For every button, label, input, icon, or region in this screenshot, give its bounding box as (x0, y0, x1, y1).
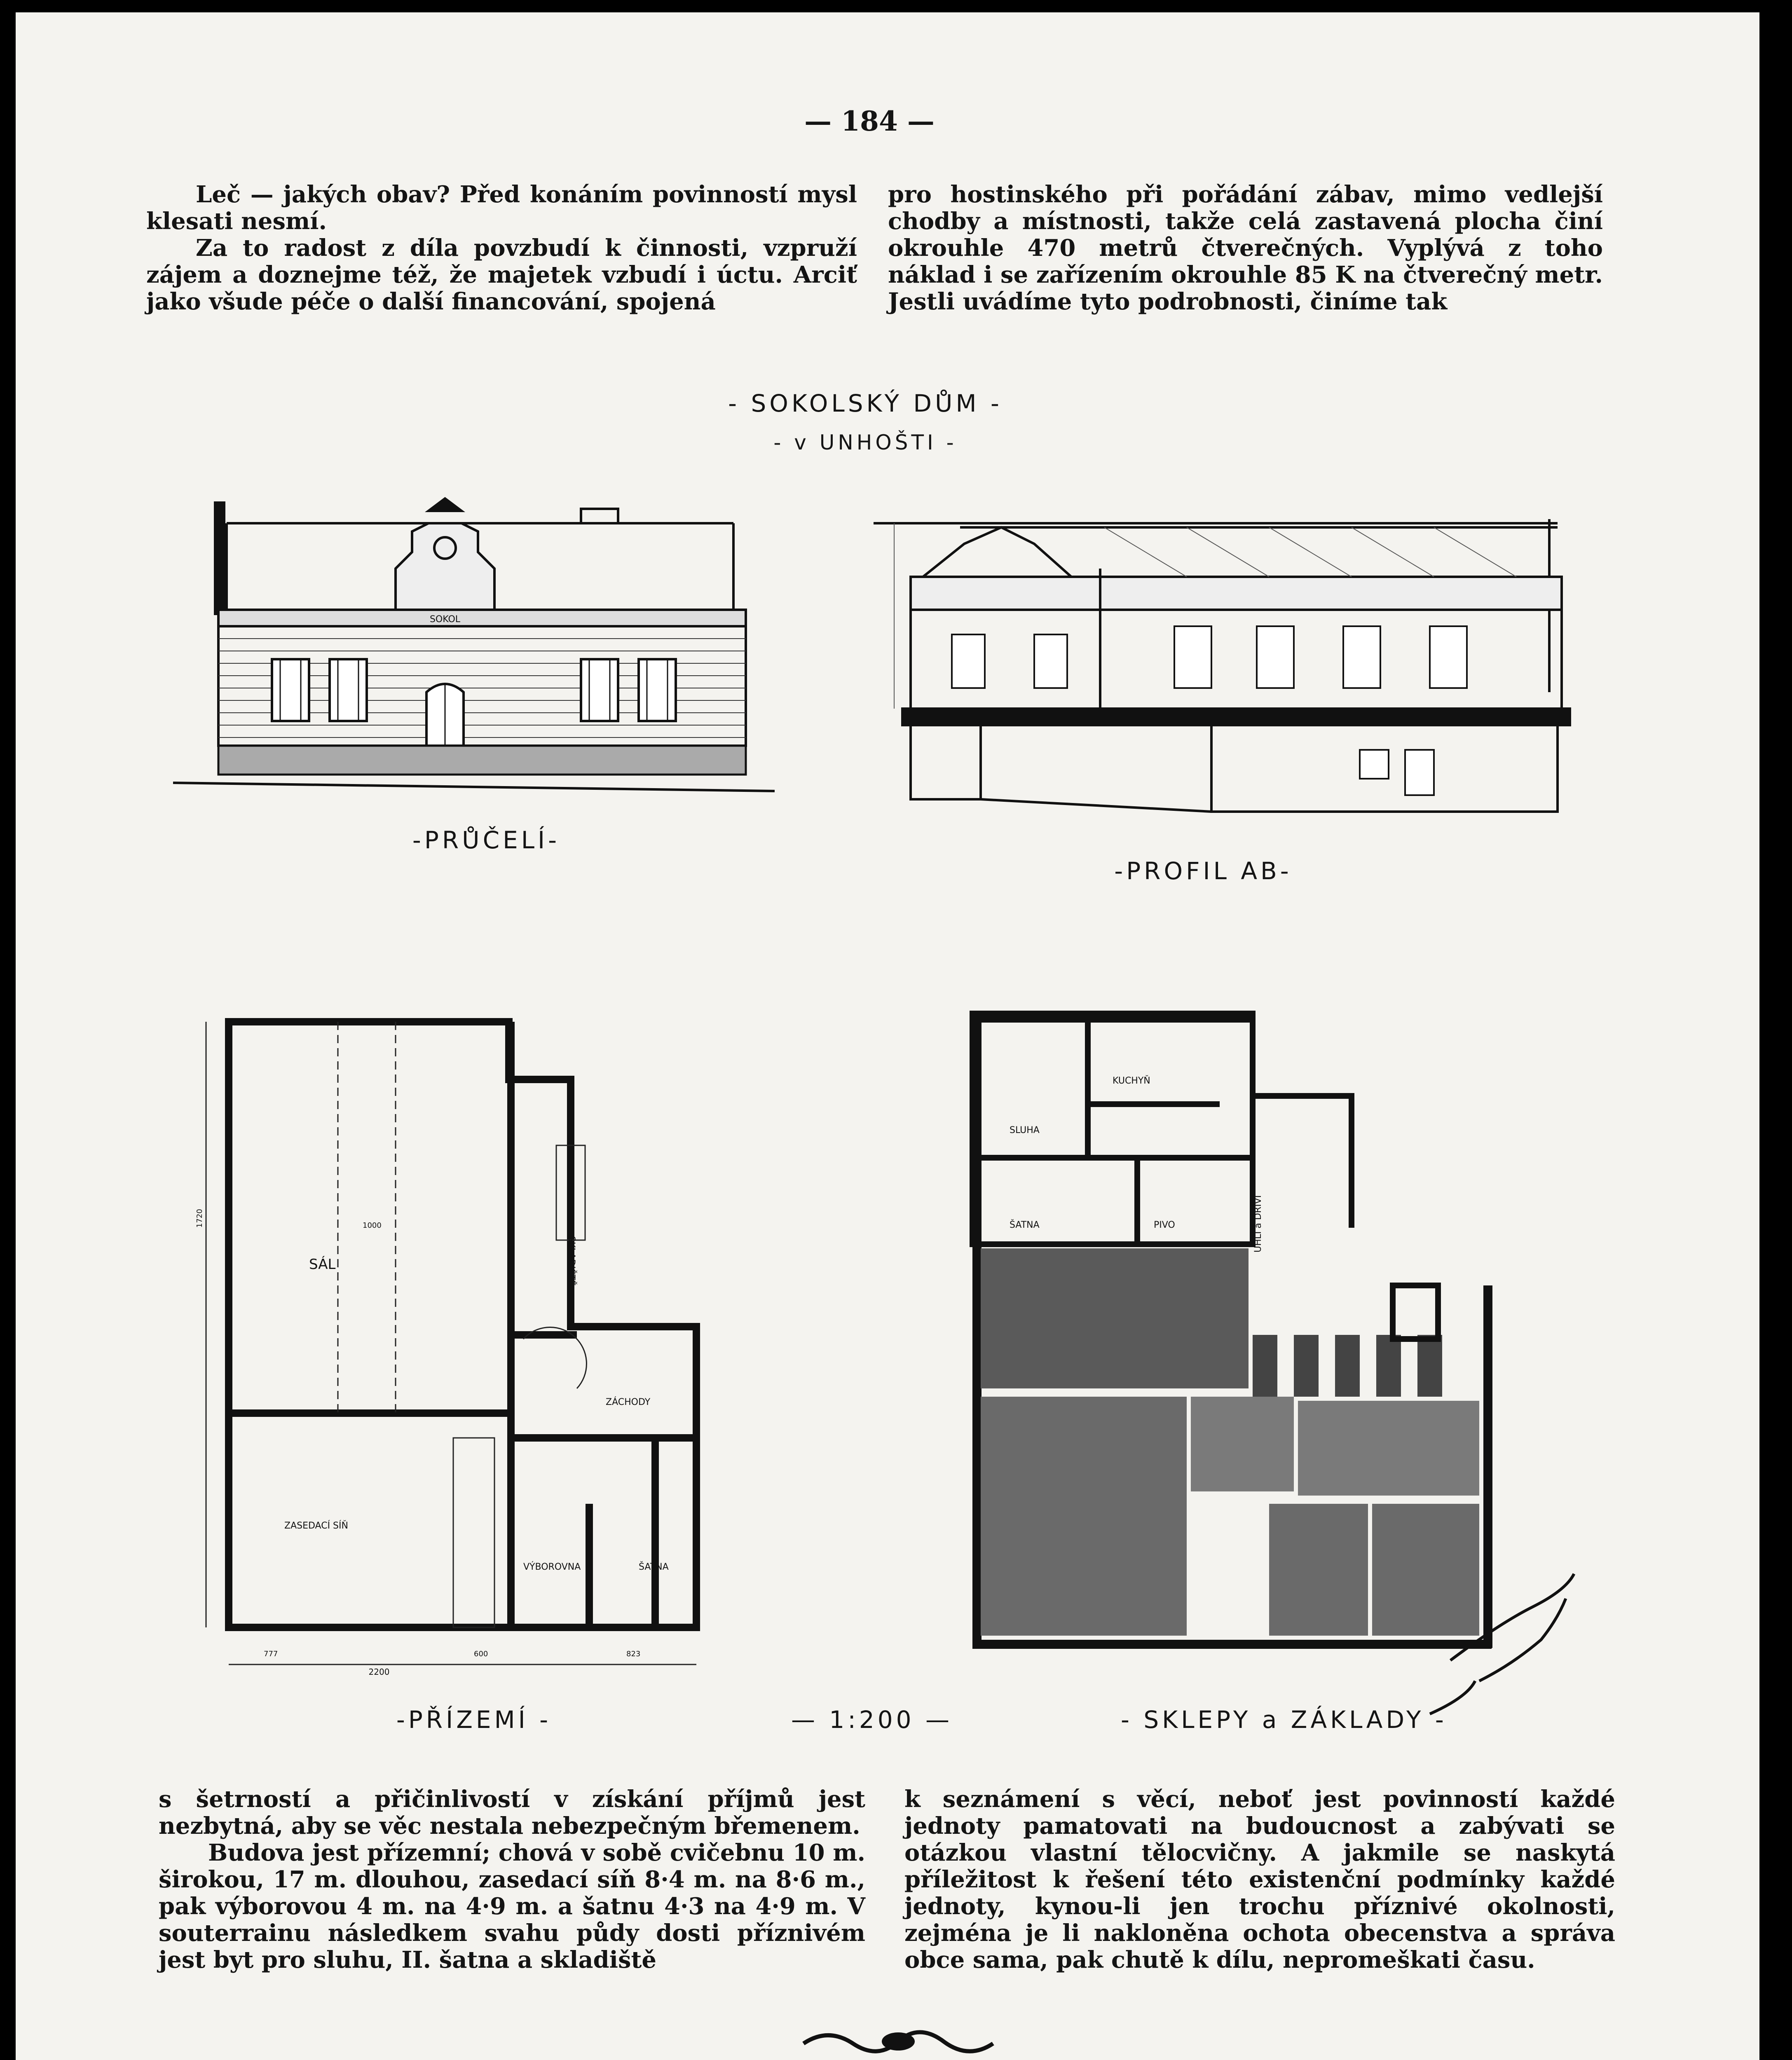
ground-floor-plan (165, 956, 865, 1697)
drawing-subtitle: - v UNHOŠTI - (773, 431, 957, 454)
dim-left: 777 (264, 1650, 278, 1658)
drawing-title: - SOKOLSKÝ DŮM - (728, 389, 1003, 417)
ornament-icon (795, 2019, 1001, 2060)
cellar-label: - SKLEPY a ZÁKLADY - (1121, 1706, 1447, 1734)
ground-plan-label: -PŘÍZEMÍ - (396, 1706, 552, 1734)
room-label-meeting: ZASEDACÍ SÍŇ (284, 1521, 348, 1531)
page-number: — 184 — (804, 105, 935, 137)
room-label-storage: SKLADIŠTĚ (566, 1236, 576, 1286)
room-label-toilets: ZÁCHODY (606, 1397, 651, 1407)
room-label-wardrobe: ŠATNA (639, 1562, 669, 1572)
paragraph: pro hostinského při pořádání zábav, mimo vedlejší chodby a místnosti, takže celá zastavená plocha činí okrouhle 470 metrů čtverečných. Vyplývá z toho náklad i se zařízením okrouhle 85 K na čtverečný metr. Jestli uvádíme tyto podrobnosti, činíme tak (888, 181, 1603, 315)
dim-right: 823 (626, 1650, 641, 1658)
paragraph: Za to radost z díla povzbudí k činnosti, vzpruží zájem a doznejme též, že majetek vzbudí i úctu. Arciť jako všude péče o další financování, spojená (146, 234, 857, 315)
facade-elevation-drawing (165, 486, 783, 824)
text-column-bottom-right (904, 1786, 1615, 1973)
profile-section-drawing (857, 486, 1640, 840)
architect-signature (1417, 1557, 1591, 1730)
room-label-coal: UHLÍ a DŘÍVÍ (1253, 1195, 1263, 1252)
paragraph: s šetrností a přičinlivostí v získání příjmů jest nezbytná, aby se věc nestala nebezpečným břemenem. (159, 1786, 865, 1840)
room-label-kitchen: KUCHYŇ (1113, 1076, 1150, 1086)
scale-label: — 1:200 — (791, 1706, 953, 1734)
dim-total: 2200 (368, 1667, 390, 1677)
room-label-wardrobe2: ŠATNA (1010, 1220, 1040, 1230)
text-column-top-right (888, 181, 1603, 315)
paragraph: Leč — jakých obav? Před konáním povinností mysl klesati nesmí. (146, 181, 857, 235)
room-label-committee: VÝBOROVNA (523, 1562, 581, 1572)
room-label-servant: SLUHA (1010, 1125, 1040, 1135)
paragraph: k seznámení s věcí, neboť jest povinností každé jednoty pamatovati na budoucnost a zabývati se otázkou vlastní tělocvičny. A jakmile se naskytá příležitost k řešení této existenční podmínky každé jednoty, kynou-li jen trochu příznivé okolnosti, zejména je li nakloněna ochota obecenstva a správa obce sama, pak chutě k dílu, nepromeškati času. (904, 1786, 1615, 1973)
dim-hall: 1000 (363, 1221, 382, 1230)
paragraph: Budova jest přízemní; chová v sobě cvičebnu 10 m. širokou, 17 m. dlouhou, zasedací síň 8·4 m. na 8·6 m., pak výborovou 4 m. na 4·9 m. a šatnu 4·3 na 4·9 m. V souterrainu následkem svahu půdy dosti příznivém jest byt pro sluhu, II. šatna a skladiště (159, 1839, 865, 1973)
facade-label: -PRŮČELÍ- (412, 826, 560, 854)
dim-height: 1720 (195, 1209, 204, 1228)
text-column-top-left (146, 181, 857, 315)
text-column-bottom-left (159, 1786, 865, 1973)
profile-label: -PROFIL AB- (1114, 857, 1292, 885)
dim-middle: 600 (474, 1650, 488, 1658)
room-label-hall: SÁL (309, 1256, 336, 1273)
room-label-beer: PIVO (1154, 1220, 1175, 1230)
facade-sign: SOKOL (429, 614, 461, 625)
